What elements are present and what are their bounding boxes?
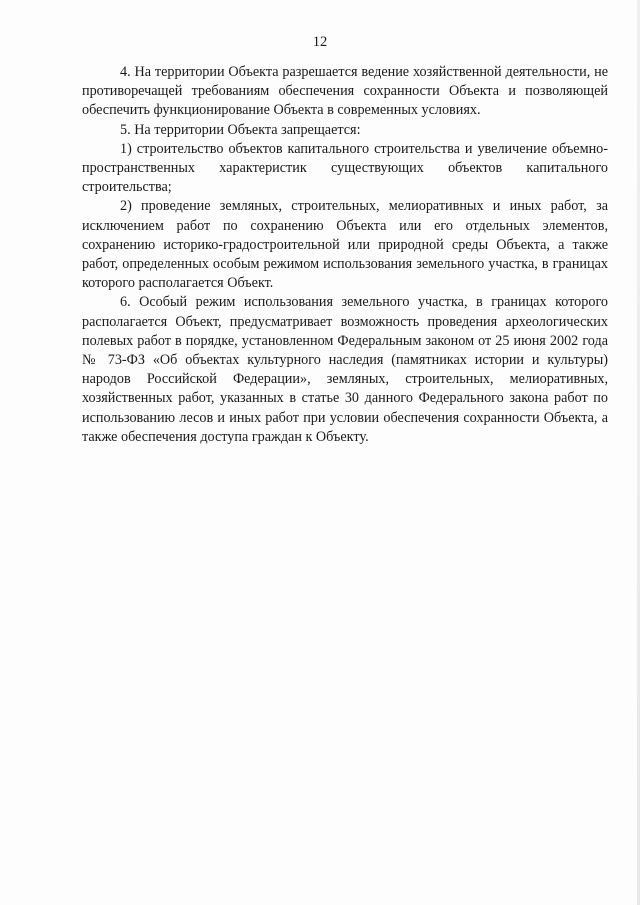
paragraph-subitem-2: 2) проведение земляных, строительных, мелиоративных и иных работ, за исключением работ по сохранению Объекта или его отдельных элементов, сохранению историко-градостроительной или природной среды Объекта, а также работ, определенных особым режимом использования земельного участка, в границах которого располагается Объект. xyxy=(82,198,608,292)
paragraph-item-5: 5. На территории Объекта запрещается: xyxy=(120,121,361,138)
paragraph-item-6: 6. Особый режим использования земельного участка, в границах которого располагается Объект, предусматривает возможность проведения археологических полевых работ в порядке, установленном Федеральным законом от 25 июня 2002 года № 73-ФЗ «Об объектах культурного наследия (памятниках истории и культуры) народов Российской Федерации», земляных, строительных, мелиоративных, хозяйственных работ, указанных в статье 30 данного Федерального закона работ по использованию лесов и иных работ при условии обеспечения сохранности Объекта, а также обеспечения доступа граждан к Объекту. xyxy=(82,294,608,445)
page-number: 12 xyxy=(312,34,328,50)
document-body xyxy=(82,63,608,447)
paragraph-item-4: 4. На территории Объекта разрешается ведение хозяйственной деятельности, не противоречащей требованиям обеспечения сохранности Объекта и позволяющей обеспечить функционирование Объекта в современных условиях. xyxy=(82,64,608,119)
paragraph-subitem-1: 1) строительство объектов капитального строительства и увеличение объемно-пространственных характеристик существующих объектов капитального строительства; xyxy=(82,140,608,196)
